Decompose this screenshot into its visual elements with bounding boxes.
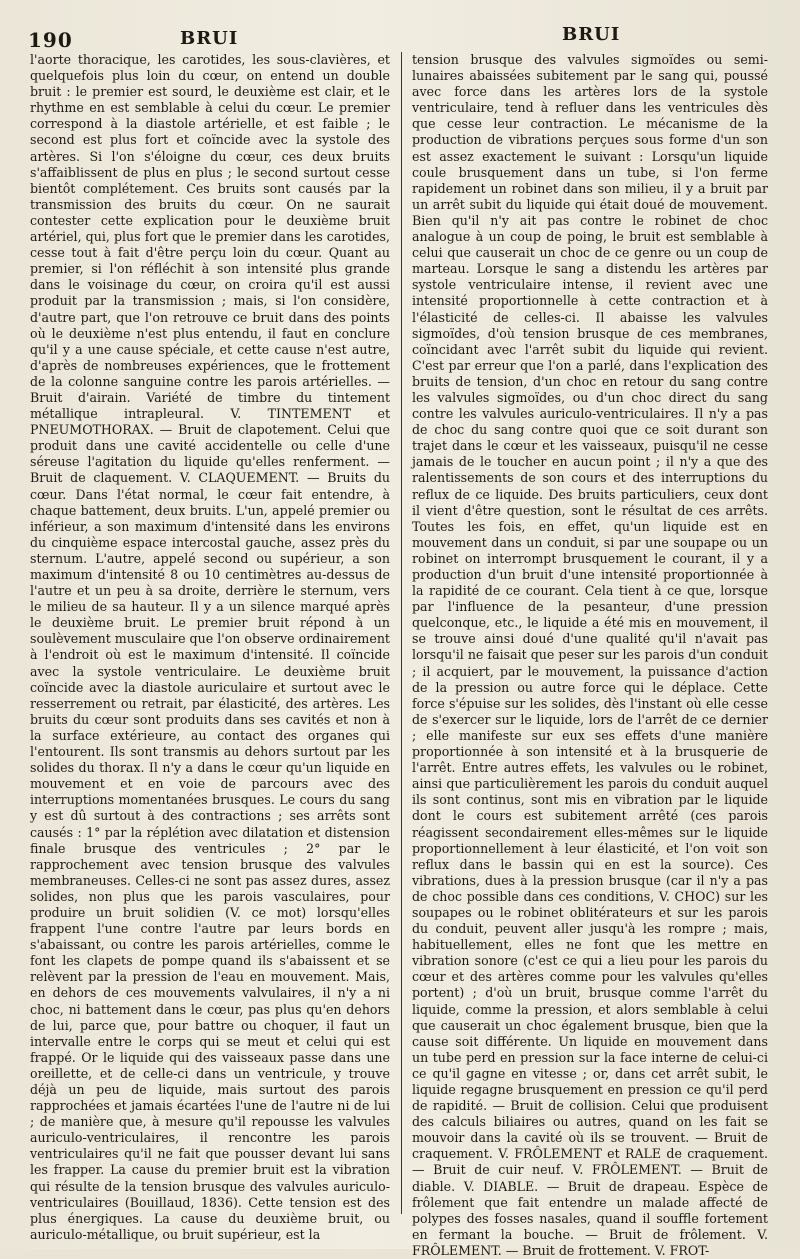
left-column [30, 52, 390, 1242]
running-head-right: BRUI [562, 24, 621, 45]
running-head [0, 24, 800, 52]
left-column-text: l'aorte thoracique, les carotides, les sous-clavières, et quelquefois plus loin du cœur, on entend un double bruit : le premier est sourd, le deuxième est clair, et le rhythme en est semblable à celui du cœur. Le premier correspond à la diastole artérielle, et est faible ; le second est plus fort et coïncide avec la systole des artères. Si l'on s'éloigne du cœur, ces deux bruits s'affaiblissent de plus en plus ; le second surtout cesse bientôt complétement. Ces bruits sont causés par la transmission des bruits du cœur. On ne saurait contester cette explication pour le deuxième bruit artériel, qui, plus fort que le premier dans les carotides, cesse tout à fait d'être perçu loin du cœur. Quant au premier, si l'on réfléchit à son intensité plus grande dans le voisinage du cœur, on croira qu'il est aussi produit par la transmission ; mais, si l'on considère, d'autre part, que l'on retrouve ce bruit dans des points où le deuxième n'est plus entendu, il faut en conclure qu'il y a une cause spéciale, et cette cause n'est autre, d'après de nombreuses expériences, que le frottement de la colonne sanguine contre les parois artérielles. — Bruit d'airain. Variété de timbre du tintement métallique intrapleural. V. TINTEMENT et PNEUMOTHORAX. — Bruit de clapotement. Celui que produit dans une cavité accidentelle ou celle d'une séreuse l'agitation du liquide qu'elles renferment. — Bruit de claquement. V. CLAQUEMENT. — Bruits du cœur. Dans l'état normal, le cœur fait entendre, à chaque battement, deux bruits. L'un, appelé premier ou inférieur, a son maximum d'intensité dans les environs du cinquième espace intercostal gauche, assez près du sternum. L'autre, appelé second ou supérieur, a son maximum d'intensité 8 ou 10 centimètres au-dessus de l'autre et un peu à sa droite, derrière le sternum, vers le milieu de sa hauteur. Il y a un silence marqué après le deuxième bruit. Le premier bruit répond à un soulèvement musculaire que l'on observe ordinairement à l'endroit où est le maximum d'intensité. Il coïncide avec la systole ventriculaire. Le deuxième bruit coïncide avec la diastole auriculaire et surtout avec le resserrement ou retrait, par élasticité, des artères. Les bruits du cœur sont produits dans ses cavités et non à la surface extérieure, au contact des organes qui l'entourent. Ils sont transmis au dehors surtout par les solides du thorax. Il n'y a dans le cœur qu'un liquide en mouvement et en voie de parcours avec des interruptions momentanées brusques. Le cours du sang y est dû surtout à des contractions ; ses arrêts sont causés : 1° par la réplétion avec dilatation et distension finale brusque des ventricules ; 2° par le rapprochement avec tension brusque des valvules membraneuses. Celles-ci ne sont pas assez dures, assez solides, non plus que les parois vasculaires, pour produire un bruit solidien (V. ce mot) lorsqu'elles frappent l'une contre l'autre par leurs bords en s'abaissant, ou contre les parois artérielles, comme le font les clapets de pompe quand ils s'abaissent et se relèvent par la pression de l'eau en mouvement. Mais, en dehors de ces mouvements valvulaires, il n'y a ni choc, ni battement dans le cœur, pas plus qu'en dehors de lui, parce que, pour battre ou choquer, il faut un intervalle entre le corps qui se meut et celui qui est frappé. Or le liquide qui des vaisseaux passe dans une oreillette, et de celle-ci dans un ventricule, y trouve déjà un peu de liquide, mais surtout des parois rapprochées et jamais écartées l'une de l'autre ni de lui ; de manière que, à mesure qu'il repousse les valvules auriculo-ventriculaires, il rencontre les parois ventriculaires qu'il ne fait que pousser devant lui sans les frapper. La cause du premier bruit est la vibration qui résulte de la tension brusque des valvules auriculo-ventriculaires (Bouillaud, 1836). Cette tension est des plus énergiques. La cause du deuxième bruit, ou auriculo-métallique, ou bruit supérieur, est la [30, 52, 390, 1242]
right-column [412, 52, 768, 1258]
right-column-text: tension brusque des valvules sigmoïdes ou semi-lunaires abaissées subitement par le sang qui, poussé avec force dans les artères lors de la systole ventriculaire, tend à refluer dans les ventricules dès que cesse leur contraction. Le mécanisme de la production de vibrations perçues sous forme d'un son est assez exactement le suivant : Lorsqu'un liquide coule brusquement dans un tube, si l'on ferme rapidement un robinet dans son milieu, il y a bruit par un arrêt subit du liquide qui était doué de mouvement. Bien qu'il n'y ait pas contre le robinet de choc analogue à un coup de poing, le bruit est semblable à celui que causerait un choc de ce genre ou un coup de marteau. Lorsque le sang a distendu les artères par systole ventriculaire intense, il revient avec une intensité proportionnelle à cette contraction et à l'élasticité de celles-ci. Il abaisse les valvules sigmoïdes, d'où tension brusque de ces membranes, coïncidant avec l'arrêt subit du liquide qui revient. C'est par erreur que l'on a parlé, dans l'explication des bruits de tension, d'un choc en retour du sang contre les valvules sigmoïdes, ou d'un choc direct du sang contre les valvules auriculo-ventriculaires. Il n'y a pas de choc du sang contre quoi que ce soit durant son trajet dans le cœur et les vaisseaux, puisqu'il ne cesse jamais de le toucher en aucun point ; il n'y a que des ralentissements de son cours et des interruptions du reflux de ce liquide. Des bruits particuliers, ceux dont il vient d'être question, sont le résultat de ces arrêts. Toutes les fois, en effet, qu'un liquide est en mouvement dans un conduit, si par une soupape ou un robinet on interrompt brusquement le courant, il y a production d'un bruit d'une intensité proportionnée à la rapidité de ce courant. Cela tient à ce que, lorsque par l'influence de la pesanteur, d'une pression quelconque, etc., le liquide a été mis en mouvement, il se trouve ainsi doué d'une qualité qu'il n'avait pas lorsqu'il ne faisait que peser sur les parois d'un conduit ; il acquiert, par le mouvement, la puissance d'action de la pression ou autre force qui le déplace. Cette force s'épuise sur les solides, dès l'instant où elle cesse de s'exercer sur le liquide, lors de l'arrêt de ce dernier ; elle manifeste sur eux ses effets d'une manière proportionnée à son intensité et à la brusquerie de l'arrêt. Entre autres effets, les valvules ou le robinet, ainsi que particulièrement les parois du conduit auquel ils sont continus, sont mis en vibration par le liquide dont le cours est subitement arrêté (ces parois réagissent secondairement elles-mêmes sur le liquide proportionnellement à leur élasticité, et l'on voit son reflux dans le bassin qui en est la source). Ces vibrations, dues à la pression brusque (car il n'y a pas de choc possible dans ces conditions, V. CHOC) sur les soupapes ou le robinet oblitérateurs et sur les parois du conduit, peuvent aller jusqu'à les rompre ; mais, habituellement, elles ne font que les mettre en vibration sonore (c'est ce qui a lieu pour les parois du cœur et des artères comme pour les valvules qu'elles portent) ; d'où un bruit, brusque comme l'arrêt du liquide, comme la pression, et alors semblable à celui que causerait un choc également brusque, bien que la cause soit différente. Un liquide en mouvement dans un tube perd en pression sur la face interne de celui-ci ce qu'il gagne en vitesse ; or, dans cet arrêt subit, le liquide regagne brusquement en pression ce qu'il perd de rapidité. — Bruit de collision. Celui que produisent des calculs biliaires ou autres, quand on les fait se mouvoir dans la cavité où ils se trouvent. — Bruit de craquement. V. FRÔLEMENT et RALE de craquement. — Bruit de cuir neuf. V. FRÔLEMENT. — Bruit de diable. V. DIABLE. — Bruit de drapeau. Espèce de frôlement que fait entendre un malade affecté de polypes des fosses nasales, quand il souffle fortement en fermant la bouche. — Bruit de frôlement. V. FRÔLEMENT. — Bruit de frottement. V. FROT- [412, 52, 768, 1258]
running-head-left: BRUI [180, 28, 239, 49]
column-divider [401, 52, 402, 1214]
page-number: 190 [28, 28, 73, 52]
